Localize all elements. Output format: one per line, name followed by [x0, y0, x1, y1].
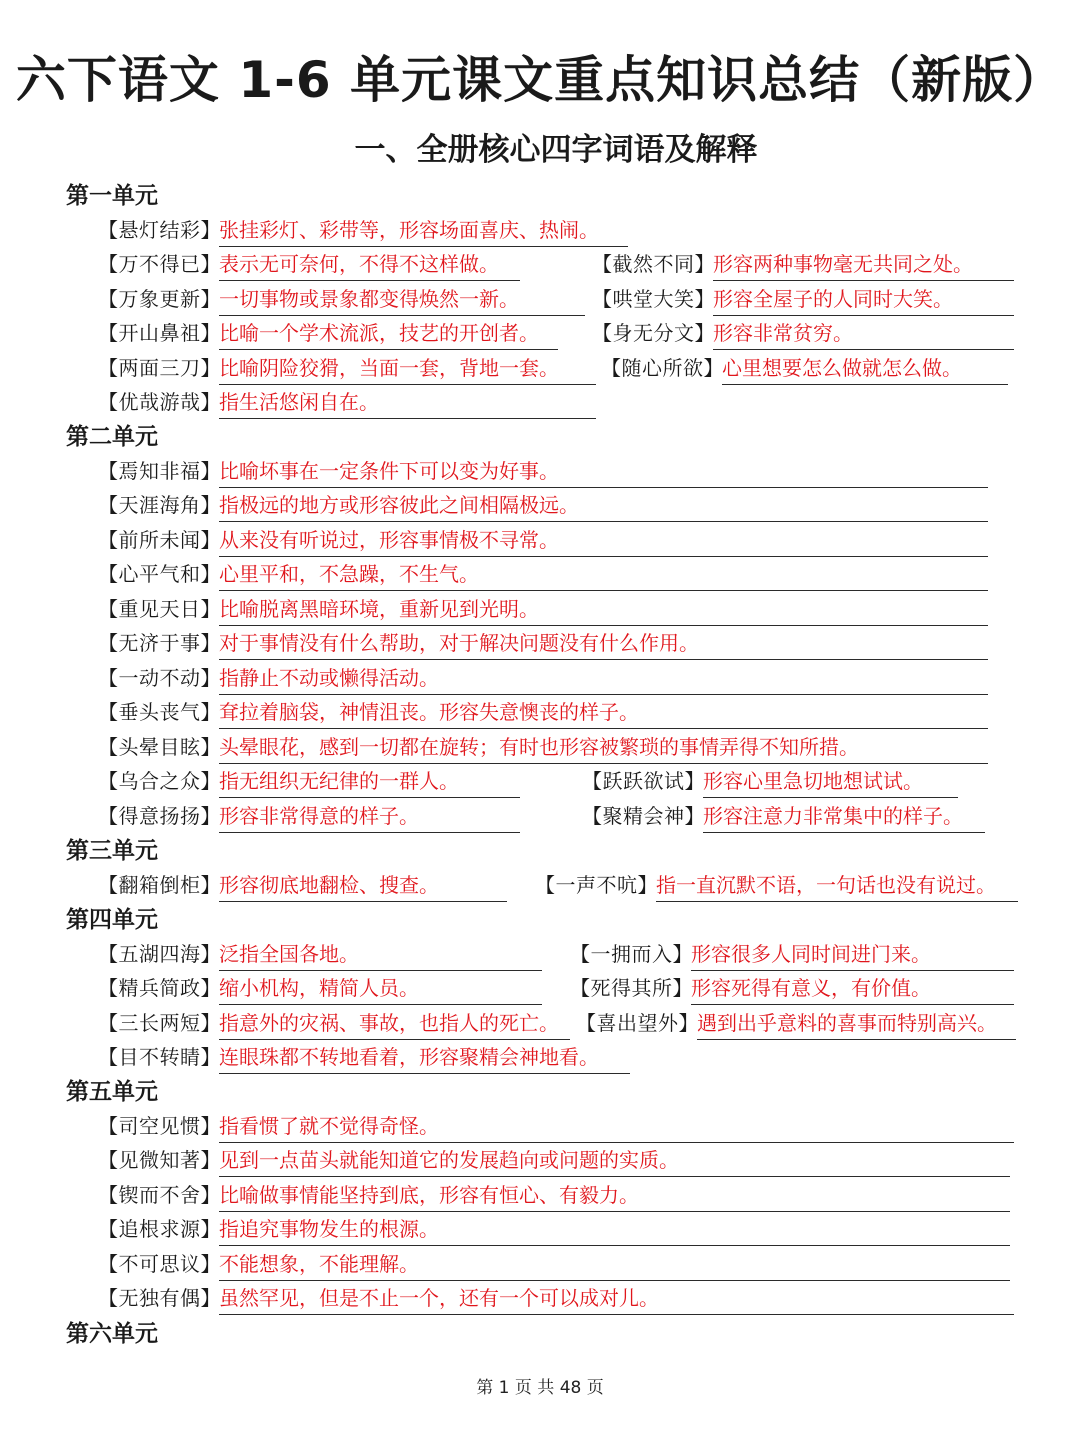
vocab-term: 【喜出望外】 — [576, 1010, 699, 1035]
vocab-definition: 一切事物或景象都变得焕然一新。 — [219, 286, 519, 311]
answer-underline — [219, 487, 988, 488]
answer-underline — [219, 1176, 1010, 1177]
section-title: 一、全册核心四字词语及解释 — [354, 132, 758, 168]
answer-underline — [219, 1004, 542, 1005]
vocab-entry — [98, 628, 988, 662]
vocab-definition: 形容死得有意义，有价值。 — [691, 976, 931, 1001]
answer-underline — [219, 625, 988, 626]
vocab-entry — [98, 801, 520, 835]
vocab-definition: 指一直沉默不语，一句话也没有说过。 — [656, 873, 996, 897]
vocab-entry — [601, 353, 1008, 387]
vocab-entry — [98, 559, 988, 593]
vocab-entry — [98, 353, 596, 387]
vocab-definition: 头晕眼花，感到一切都在旋转；有时也形容被繁琐的事情弄得不知所措。 — [219, 734, 859, 759]
vocab-definition: 形容非常得意的样子。 — [219, 803, 419, 828]
vocab-term: 【悬灯结彩】 — [98, 218, 221, 242]
vocab-term: 【随心所欲】 — [601, 355, 724, 380]
vocab-term: 【跃跃欲试】 — [582, 769, 705, 794]
vocab-definition: 比喻脱离黑暗环境，重新见到光明。 — [219, 596, 539, 621]
unit-heading: 第四单元 — [66, 907, 158, 933]
vocab-definition: 形容全屋子的人同时大笑。 — [713, 286, 953, 311]
unit-heading: 第三单元 — [66, 838, 158, 864]
vocab-definition: 比喻坏事在一定条件下可以变为好事。 — [219, 459, 559, 483]
answer-underline — [691, 970, 1014, 971]
answer-underline — [219, 418, 596, 419]
document-title: 六下语文 1-6 单元课文重点知识总结（新版） — [15, 51, 1065, 109]
vocab-definition: 比喻一个学术流派，技艺的开创者。 — [219, 321, 539, 346]
vocab-term: 【两面三刀】 — [98, 355, 221, 380]
vocab-definition: 形容非常贫穷。 — [713, 321, 853, 346]
vocab-term: 【追根求源】 — [98, 1217, 221, 1242]
vocab-entry — [98, 1283, 1014, 1317]
vocab-entry — [98, 1214, 1010, 1248]
vocab-term: 【优哉游哉】 — [98, 390, 221, 415]
vocab-definition: 耷拉着脑袋，神情沮丧。形容失意懊丧的样子。 — [219, 700, 639, 725]
vocab-term: 【垂头丧气】 — [98, 700, 221, 725]
vocab-entry — [98, 1008, 570, 1042]
answer-underline — [697, 1039, 1016, 1040]
vocab-definition: 心里平和，不急躁，不生气。 — [219, 562, 479, 587]
vocab-entry — [582, 766, 958, 800]
vocab-definition: 遇到出乎意料的喜事而特别高兴。 — [697, 1010, 997, 1035]
vocab-entry — [582, 801, 985, 835]
vocab-term: 【开山鼻祖】 — [98, 321, 221, 346]
vocab-definition: 指看惯了就不觉得奇怪。 — [219, 1114, 439, 1138]
vocab-term: 【五湖四海】 — [98, 942, 221, 966]
vocab-entry — [98, 284, 585, 318]
answer-underline — [713, 315, 1014, 316]
vocab-entry — [98, 525, 988, 559]
vocab-term: 【死得其所】 — [570, 976, 693, 1001]
answer-underline — [219, 1211, 1010, 1212]
vocab-definition: 形容彻底地翻检、搜查。 — [219, 873, 439, 897]
vocab-definition: 指静止不动或懒得活动。 — [219, 665, 439, 690]
vocab-term: 【锲而不舍】 — [98, 1182, 221, 1207]
answer-underline — [219, 901, 507, 902]
answer-underline — [219, 246, 628, 247]
vocab-entry — [98, 490, 988, 524]
answer-underline — [219, 521, 988, 522]
answer-underline — [219, 280, 520, 281]
vocab-definition: 不能想象，不能理解。 — [219, 1251, 419, 1276]
answer-underline — [219, 1073, 630, 1074]
vocab-term: 【乌合之众】 — [98, 769, 221, 794]
page-footer: 第 1 页 共 48 页 — [476, 1378, 604, 1398]
vocab-term: 【哄堂大笑】 — [592, 286, 715, 311]
vocab-definition: 心里想要怎么做就怎么做。 — [722, 355, 962, 380]
vocab-entry — [576, 1008, 1016, 1042]
vocab-entry — [98, 594, 988, 628]
vocab-term: 【司空见惯】 — [98, 1114, 221, 1138]
vocab-entry — [98, 318, 558, 352]
vocab-definition: 形容两种事物毫无共同之处。 — [713, 252, 973, 277]
answer-underline — [691, 1004, 1014, 1005]
vocab-term: 【截然不同】 — [592, 252, 715, 277]
vocab-term: 【身无分文】 — [592, 321, 715, 346]
vocab-entry — [98, 1249, 1010, 1283]
answer-underline — [219, 1280, 1010, 1281]
answer-underline — [219, 1314, 1014, 1315]
vocab-entry — [98, 939, 542, 973]
answer-underline — [219, 349, 558, 350]
vocab-definition: 形容心里急切地想试试。 — [703, 769, 923, 794]
vocab-term: 【翻箱倒柜】 — [98, 873, 221, 897]
vocab-definition: 指意外的灾祸、事故，也指人的死亡。 — [219, 1010, 559, 1035]
vocab-definition: 形容注意力非常集中的样子。 — [703, 803, 963, 828]
vocab-entry — [592, 318, 1014, 352]
answer-underline — [219, 832, 520, 833]
answer-underline — [219, 556, 988, 557]
answer-underline — [656, 901, 1018, 902]
vocab-entry — [98, 1145, 1010, 1179]
vocab-term: 【一动不动】 — [98, 665, 221, 690]
vocab-term: 【重见天日】 — [98, 596, 221, 621]
answer-underline — [219, 1245, 1010, 1246]
answer-underline — [219, 970, 542, 971]
vocab-entry — [570, 973, 1014, 1007]
vocab-definition: 指追究事物发生的根源。 — [219, 1217, 439, 1242]
vocab-definition: 指无组织无纪律的一群人。 — [219, 769, 459, 794]
answer-underline — [703, 797, 958, 798]
vocab-term: 【万象更新】 — [98, 286, 221, 311]
vocab-term: 【聚精会神】 — [582, 803, 705, 828]
vocab-definition: 比喻阴险狡猾，当面一套，背地一套。 — [219, 355, 559, 380]
answer-underline — [219, 728, 988, 729]
vocab-term: 【三长两短】 — [98, 1010, 221, 1035]
answer-underline — [219, 659, 988, 660]
vocab-entry — [98, 732, 988, 766]
vocab-definition: 形容很多人同时间进门来。 — [691, 942, 931, 966]
vocab-term: 【见微知著】 — [98, 1148, 221, 1173]
vocab-term: 【焉知非福】 — [98, 459, 221, 483]
vocab-definition: 对于事情没有什么帮助，对于解决问题没有什么作用。 — [219, 631, 699, 656]
vocab-definition: 指生活悠闲自在。 — [219, 390, 379, 415]
vocab-entry — [98, 456, 988, 490]
vocab-entry — [535, 870, 1018, 904]
vocab-entry — [592, 249, 1014, 283]
vocab-entry — [570, 939, 1014, 973]
answer-underline — [219, 1142, 1014, 1143]
vocab-definition: 泛指全国各地。 — [219, 942, 359, 966]
vocab-term: 【目不转睛】 — [98, 1045, 221, 1070]
vocab-definition: 张挂彩灯、彩带等，形容场面喜庆、热闹。 — [219, 218, 599, 242]
vocab-term: 【得意扬扬】 — [98, 803, 221, 828]
answer-underline — [713, 349, 1014, 350]
answer-underline — [219, 694, 988, 695]
unit-heading: 第六单元 — [66, 1321, 158, 1347]
vocab-term: 【无独有偶】 — [98, 1286, 221, 1311]
answer-underline — [219, 590, 988, 591]
vocab-definition: 连眼珠都不转地看着，形容聚精会神地看。 — [219, 1045, 599, 1070]
vocab-definition: 从来没有听说过，形容事情极不寻常。 — [219, 527, 559, 552]
vocab-term: 【心平气和】 — [98, 562, 221, 587]
answer-underline — [219, 384, 596, 385]
vocab-definition: 比喻做事情能坚持到底，形容有恒心、有毅力。 — [219, 1182, 639, 1207]
vocab-entry — [98, 663, 988, 697]
vocab-entry — [592, 284, 1014, 318]
vocab-term: 【一拥而入】 — [570, 942, 693, 966]
vocab-definition: 虽然罕见，但是不止一个，还有一个可以成对儿。 — [219, 1286, 659, 1311]
vocab-term: 【一声不吭】 — [535, 873, 658, 897]
vocab-term: 【天涯海角】 — [98, 493, 221, 518]
answer-underline — [219, 315, 585, 316]
unit-heading: 第二单元 — [66, 424, 158, 450]
vocab-definition: 见到一点苗头就能知道它的发展趋向或问题的实质。 — [219, 1148, 679, 1173]
vocab-definition: 指极远的地方或形容彼此之间相隔极远。 — [219, 493, 579, 518]
vocab-term: 【前所未闻】 — [98, 527, 221, 552]
vocab-entry — [98, 697, 988, 731]
answer-underline — [703, 832, 985, 833]
vocab-entry — [98, 973, 542, 1007]
vocab-entry — [98, 215, 628, 249]
vocab-definition: 表示无可奈何，不得不这样做。 — [219, 252, 499, 277]
vocab-entry — [98, 1180, 1010, 1214]
vocab-entry — [98, 766, 520, 800]
vocab-definition: 缩小机构，精简人员。 — [219, 976, 419, 1001]
vocab-term: 【不可思议】 — [98, 1251, 221, 1276]
answer-underline — [219, 1039, 570, 1040]
vocab-term: 【万不得已】 — [98, 252, 221, 277]
vocab-term: 【精兵简政】 — [98, 976, 221, 1001]
answer-underline — [219, 797, 520, 798]
unit-heading: 第五单元 — [66, 1079, 158, 1105]
vocab-entry — [98, 870, 507, 904]
vocab-entry — [98, 387, 596, 421]
vocab-term: 【头晕目眩】 — [98, 734, 221, 759]
vocab-entry — [98, 1042, 630, 1076]
answer-underline — [713, 280, 1014, 281]
answer-underline — [722, 384, 1008, 385]
vocab-entry — [98, 1111, 1014, 1145]
vocab-term: 【无济于事】 — [98, 631, 221, 656]
vocab-entry — [98, 249, 520, 283]
answer-underline — [219, 763, 988, 764]
unit-heading: 第一单元 — [66, 183, 158, 209]
